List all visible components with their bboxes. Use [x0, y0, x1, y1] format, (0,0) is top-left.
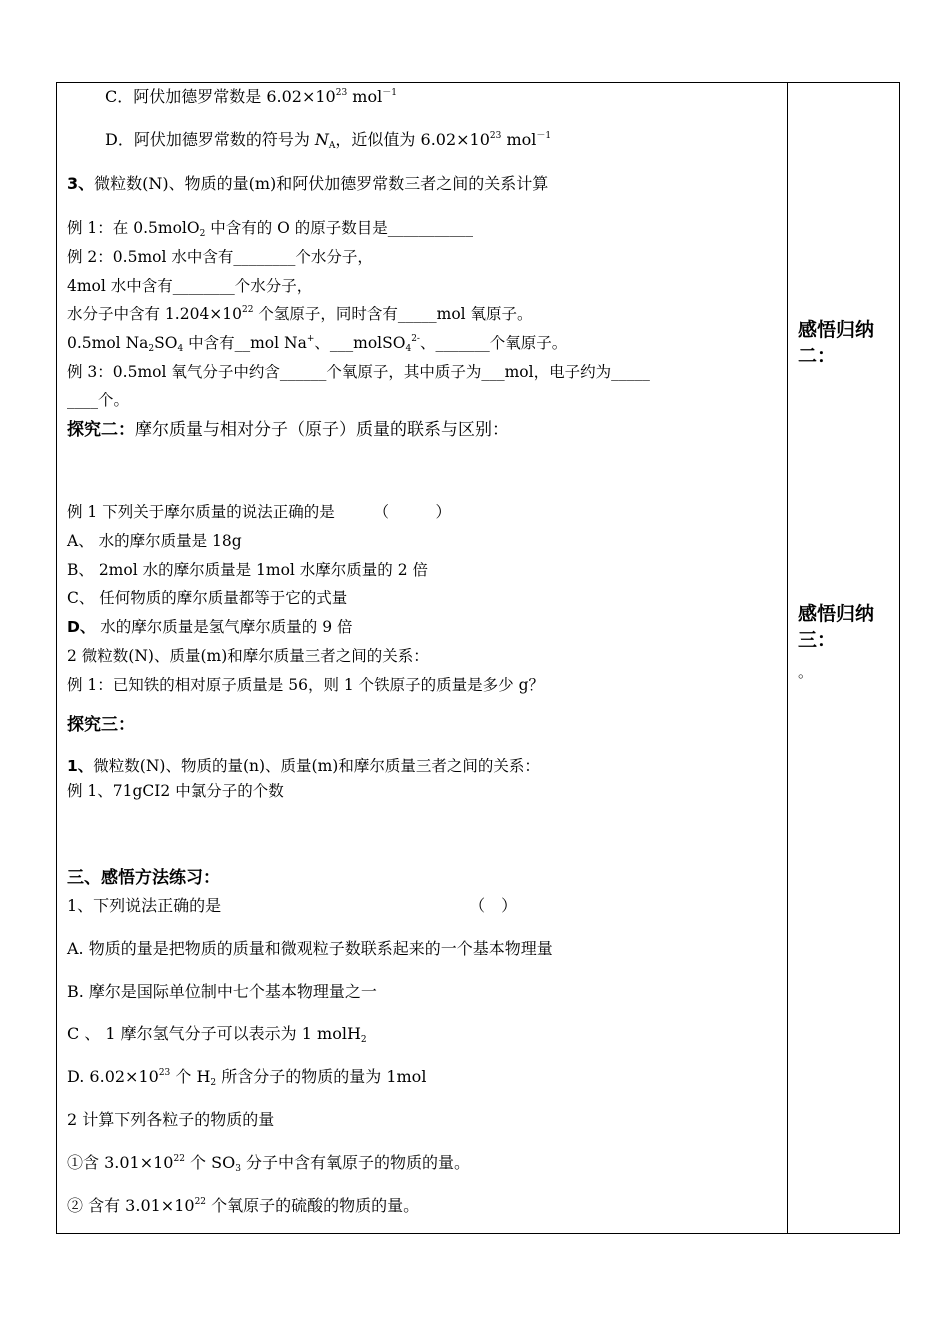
molar-mass-question: 例 1 下列关于摩尔质量的说法正确的是 （ ） [67, 503, 451, 521]
chlorine-example: 例 1、71gCI2 中氯分子的个数 [67, 782, 284, 800]
iron-example: 例 1：已知铁的相对原子质量是 56，则 1 个铁原子的质量是多少 g？ [67, 676, 545, 694]
molar-mass-option-c: C、 任何物质的摩尔质量都等于它的式量 [67, 589, 348, 607]
practice-question-2: 2 计算下列各粒子的物质的量 [67, 1110, 275, 1129]
example-1: 例 1：在 0.5molO$_2$ 中含有的 O 的原子数目是___________ [67, 219, 474, 239]
section-3-heading: 3、微粒数(N)、物质的量(m)和阿伏加德罗常数三者之间的关系计算 [67, 174, 549, 193]
practice-option-c: C 、 1 摩尔氢气分子可以表示为 1 molH$_2$ [67, 1024, 367, 1045]
worksheet-table [56, 82, 900, 1234]
option-c: C．阿伏加德罗常数是 $6.02\times 10^{23}$ mol$^{-1}$ [105, 87, 397, 106]
explore-3-heading: 探究三： [67, 715, 135, 735]
reflection-3-mark: 。 [798, 663, 814, 681]
practice-question-1: 1、下列说法正确的是 （ ） [67, 896, 518, 915]
practice-question-2b: ② 含有 $3.01\times 10^{22}$ 个氧原子的硫酸的物质的量。 [67, 1196, 420, 1215]
option-d: D．阿伏加德罗常数的符号为 $N_A$，近似值为 $6.02\times 10^{23}$ mol$^{-1}$ [105, 130, 552, 151]
example-3-line-2: ____个。 [67, 391, 130, 409]
side-column [788, 83, 899, 1233]
relation-2: 2 微粒数(N)、质量(m)和摩尔质量三者之间的关系： [67, 647, 429, 665]
example-2-line-2: 4mol 水中含有________个水分子， [67, 277, 313, 295]
practice-option-d: D. $6.02\times 10^{23}$ 个 $H_2$ 所含分子的物质的量为 1mol [67, 1067, 427, 1088]
reflection-2-label: 感悟归纳二： [798, 319, 875, 367]
explore-2-heading: 探究二：摩尔质量与相对分子（原子）质量的联系与区别： [67, 420, 509, 440]
relation-1: 1、微粒数(N)、物质的量(n)、质量(m)和摩尔质量三者之间的关系： [67, 757, 540, 775]
practice-section-heading: 三、感悟方法练习： [67, 868, 220, 888]
reflection-3-label: 感悟归纳三： [798, 603, 875, 651]
practice-option-b: B. 摩尔是国际单位制中七个基本物理量之一 [67, 982, 377, 1001]
example-3-line-1: 例 3：0.5mol 氧气分子中约含______个氧原子，其中质子为___mol，电子约为_____ [67, 363, 650, 381]
molar-mass-option-b: B、 2mol 水的摩尔质量是 1mol 水摩尔质量的 2 倍 [67, 561, 429, 579]
molar-mass-option-d: D、 水的摩尔质量是氢气摩尔质量的 9 倍 [67, 618, 353, 636]
practice-question-2a: ①含 $3.01\times 10^{22}$ 个 $SO_3$ 分子中含有氧原子的物质的量。 [67, 1153, 471, 1174]
practice-option-a: A. 物质的量是把物质的质量和微观粒子数联系起来的一个基本物理量 [67, 939, 553, 958]
molar-mass-option-a: A、 水的摩尔质量是 18g [67, 532, 242, 550]
example-2-line-4: 0.5mol $Na_2SO_4$ 中含有__mol Na+、___molSO$_4^{2-}$、_______个氧原子。 [67, 334, 568, 354]
main-column [57, 83, 787, 1233]
example-2-line-1: 例 2：0.5mol 水中含有________个水分子， [67, 248, 373, 266]
example-2-line-3: 水分子中含有 $1.204\times 10^{22}$ 个氢原子，同时含有_____mol 氧原子。 [67, 305, 533, 323]
